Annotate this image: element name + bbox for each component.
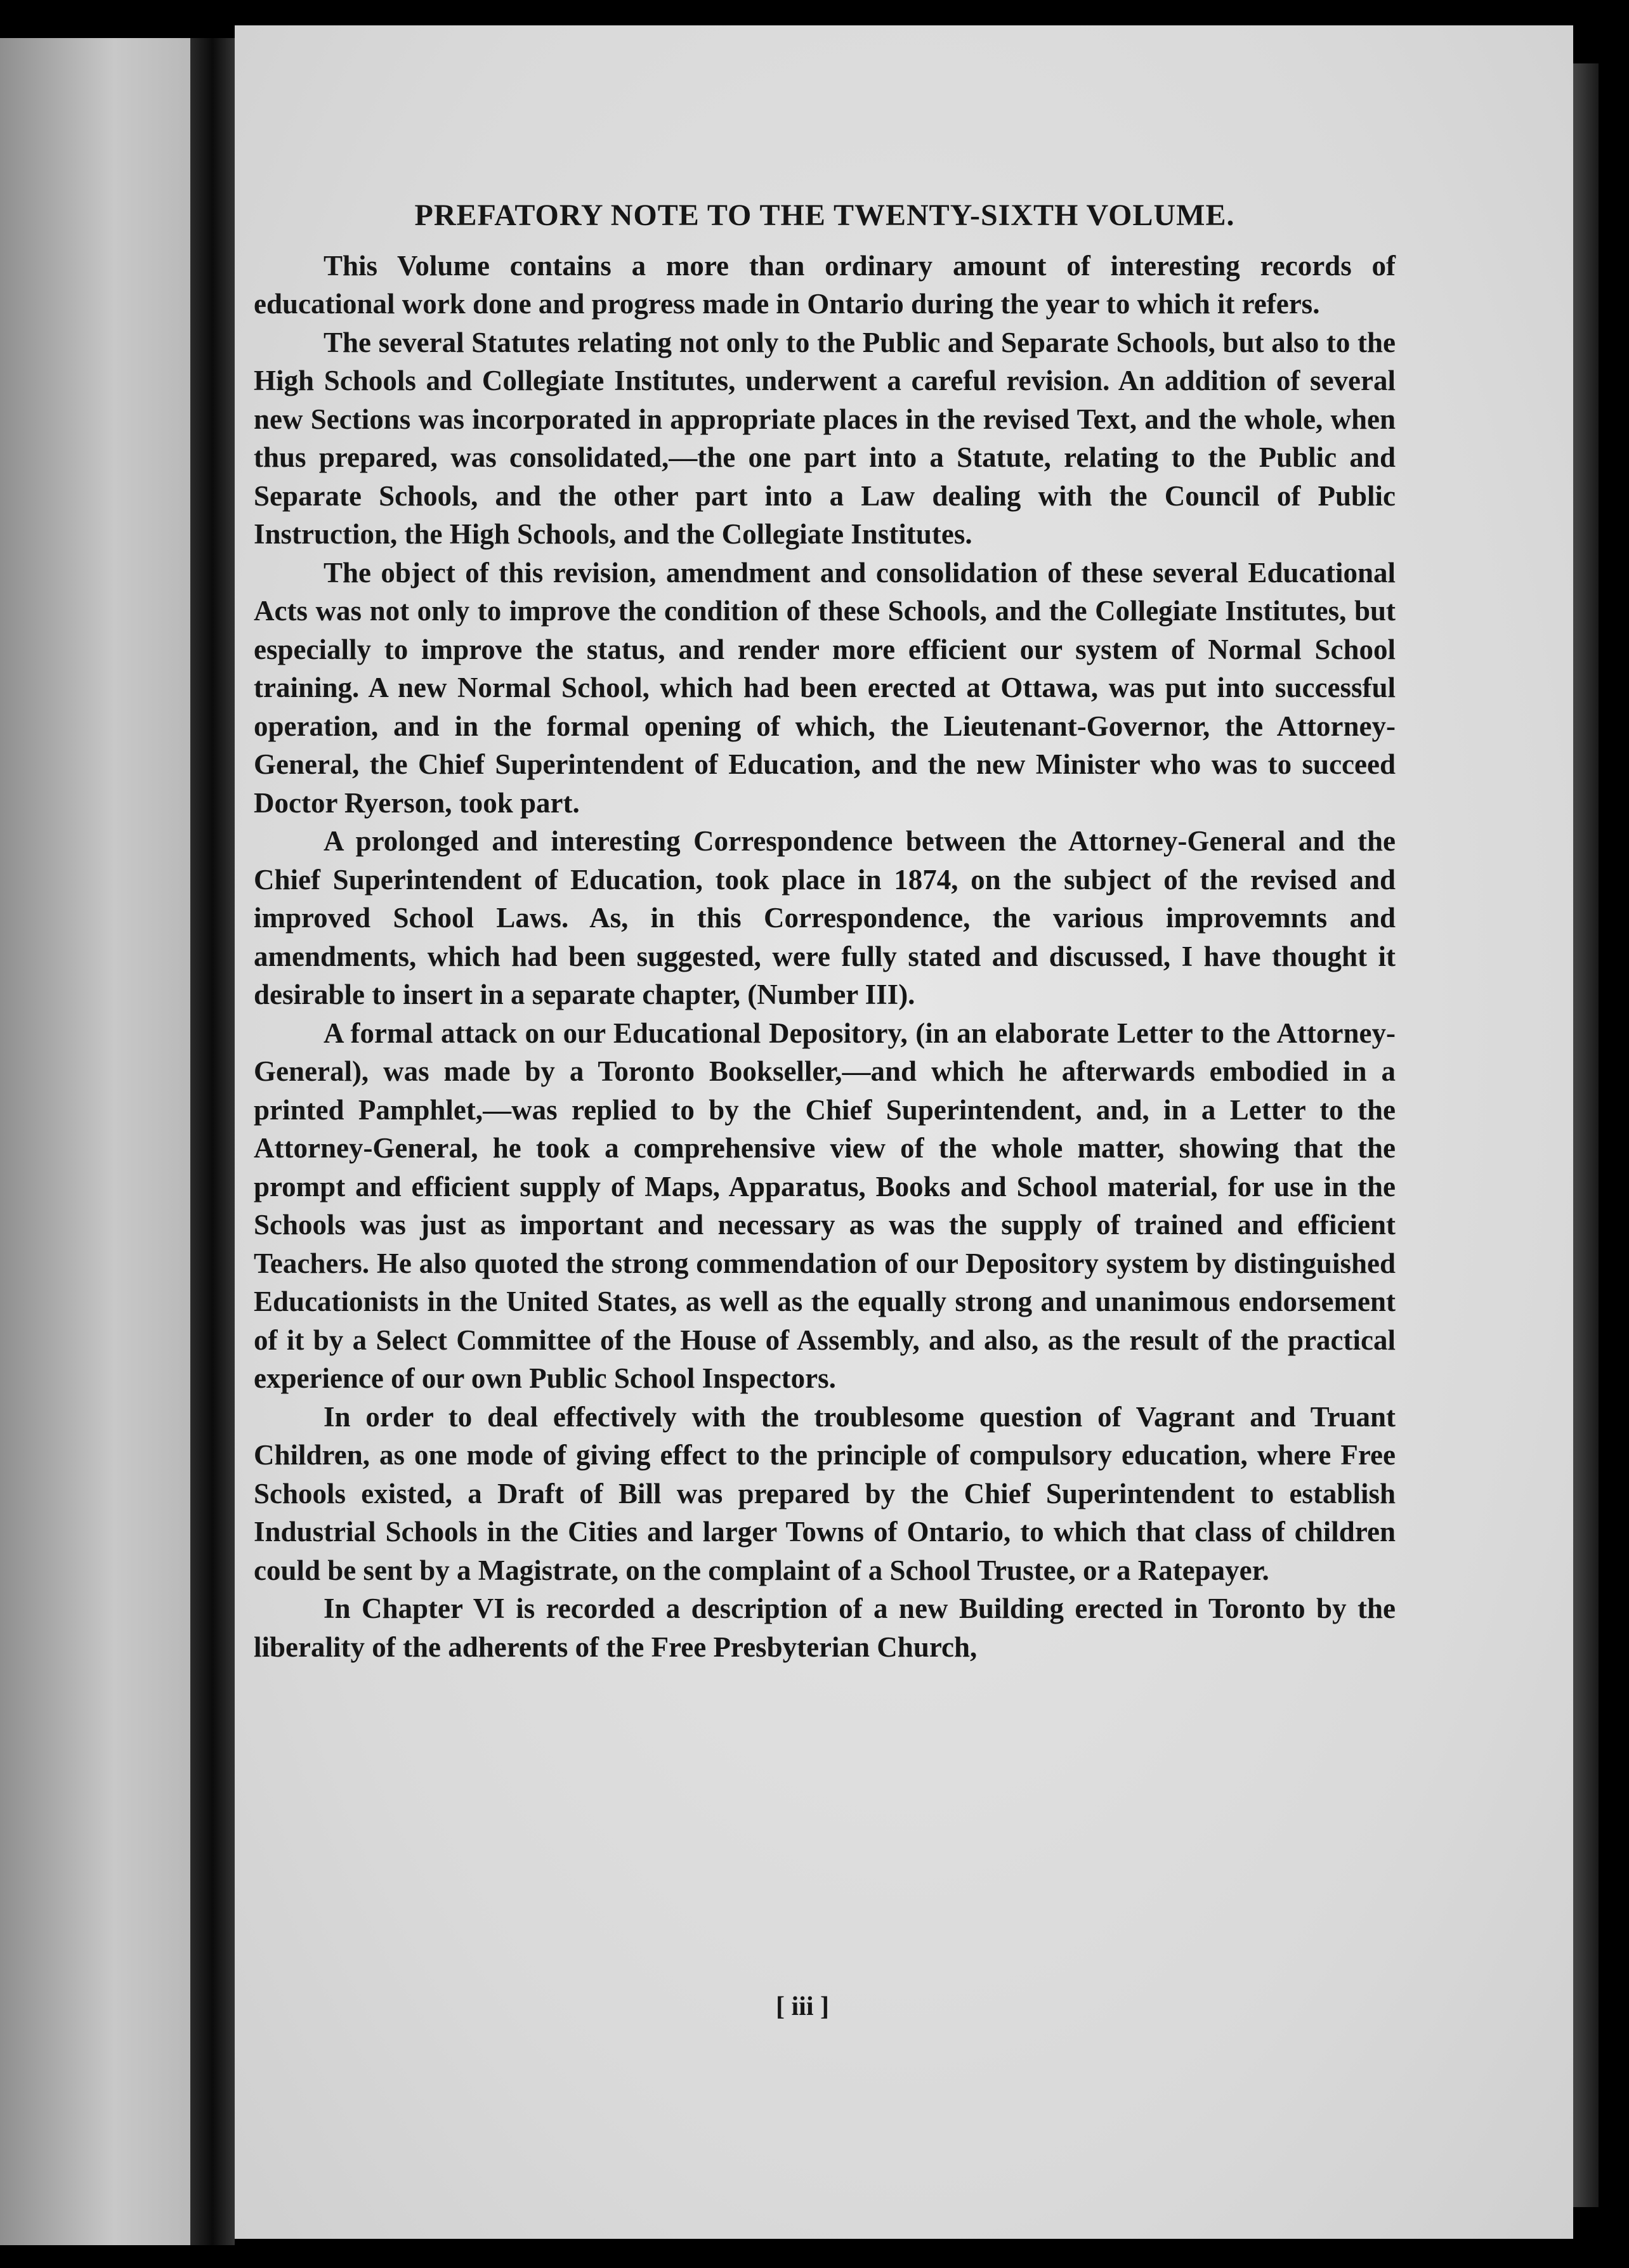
paragraph-7: In Chapter VI is recorded a description of a new Building erected in Toronto by the liberality of the adherents of the Free Presbyterian Church, [254, 1593, 1396, 1663]
paragraph-5: A formal attack on our Educational Depository, (in an elaborate Letter to the Attorney-General), was made by a Toronto Bookseller,—and which he afterwards embodied in a printed Pamphlet,—was replied to by the Chief Superintendent, and, in a Letter to the Attorney-General, he took a comprehensive view of the whole matter, showing that the prompt and efficient supply of Maps, Apparatus, Books and School material, for use in the Schools was just as important and necessary as was the supply of trained and efficient Teachers. He also quoted the strong commendation of our Depository system by distinguished Educationists in the United States, as well as the equally strong and unanimous endorsement of it by a Select Committee of the House of Assembly, and also, as the result of the practical experience of our own Public School Inspectors. [254, 1017, 1396, 1394]
paragraph-6: In order to deal effectively with the troublesome question of Vagrant and Truant Children, as one mode of giving effect to the principle of compulsory education, where Free Schools existed, a Draft of Bill was prepared by the Chief Superintendent to establish Industrial Schools in the Cities and larger Towns of Ontario, to which that class of children could be sent by a Magistrate, on the complaint of a School Trustee, or a Ratepayer. [254, 1400, 1396, 1586]
paragraph-1: This Volume contains a more than ordinary amount of interesting records of educational work done and progress made in Ontario during the year to which it refers. [254, 249, 1396, 320]
page-edge-shadow [1573, 63, 1599, 2207]
paragraph-3: The object of this revision, amendment and consolidation of these several Educational Acts was not only to improve the condition of these Schools, and the Collegiate Institutes, but especially to improve the status, and render more efficient our system of Normal School training. A new Normal School, which had been erected at Ottawa, was put into successful operation, and in the formal opening of which, the Lieutenant-Governor, the Attorney-General, the Chief Superintendent of Education, and the new Minister who was to succeed Doctor Ryerson, took part. [254, 556, 1396, 819]
page-heading: PREFATORY NOTE TO THE TWENTY-SIXTH VOLUME. [414, 199, 1235, 232]
previous-page-edge [0, 38, 190, 2245]
page-number: [ iii ] [776, 1992, 829, 2021]
page-body [254, 76, 1396, 1666]
paragraph-2: The several Statutes relating not only to the Public and Separate Schools, but also to the High Schools and Collegiate Institutes, underwent a careful revision. An addition of several new Sections was incorporated in appropriate places in the revised Text, and the whole, when thus prepared, was consolidated,—the one part into a Statute, relating to the Public and Separate Schools, and the other part into a Law dealing with the Council of Public Instruction, the High Schools, and the Collegiate Institutes. [254, 326, 1396, 550]
paragraph-4: A prolonged and interesting Correspondence between the Attorney-General and the Chief Superintendent of Education, took place in 1874, on the subject of the revised and improved School Laws. As, in this Correspondence, the various improvemnts and amendments, which had been suggested, were fully stated and discussed, I have thought it desirable to insert in a separate chapter, (Number III). [254, 825, 1396, 1010]
book-gutter [190, 38, 235, 2245]
